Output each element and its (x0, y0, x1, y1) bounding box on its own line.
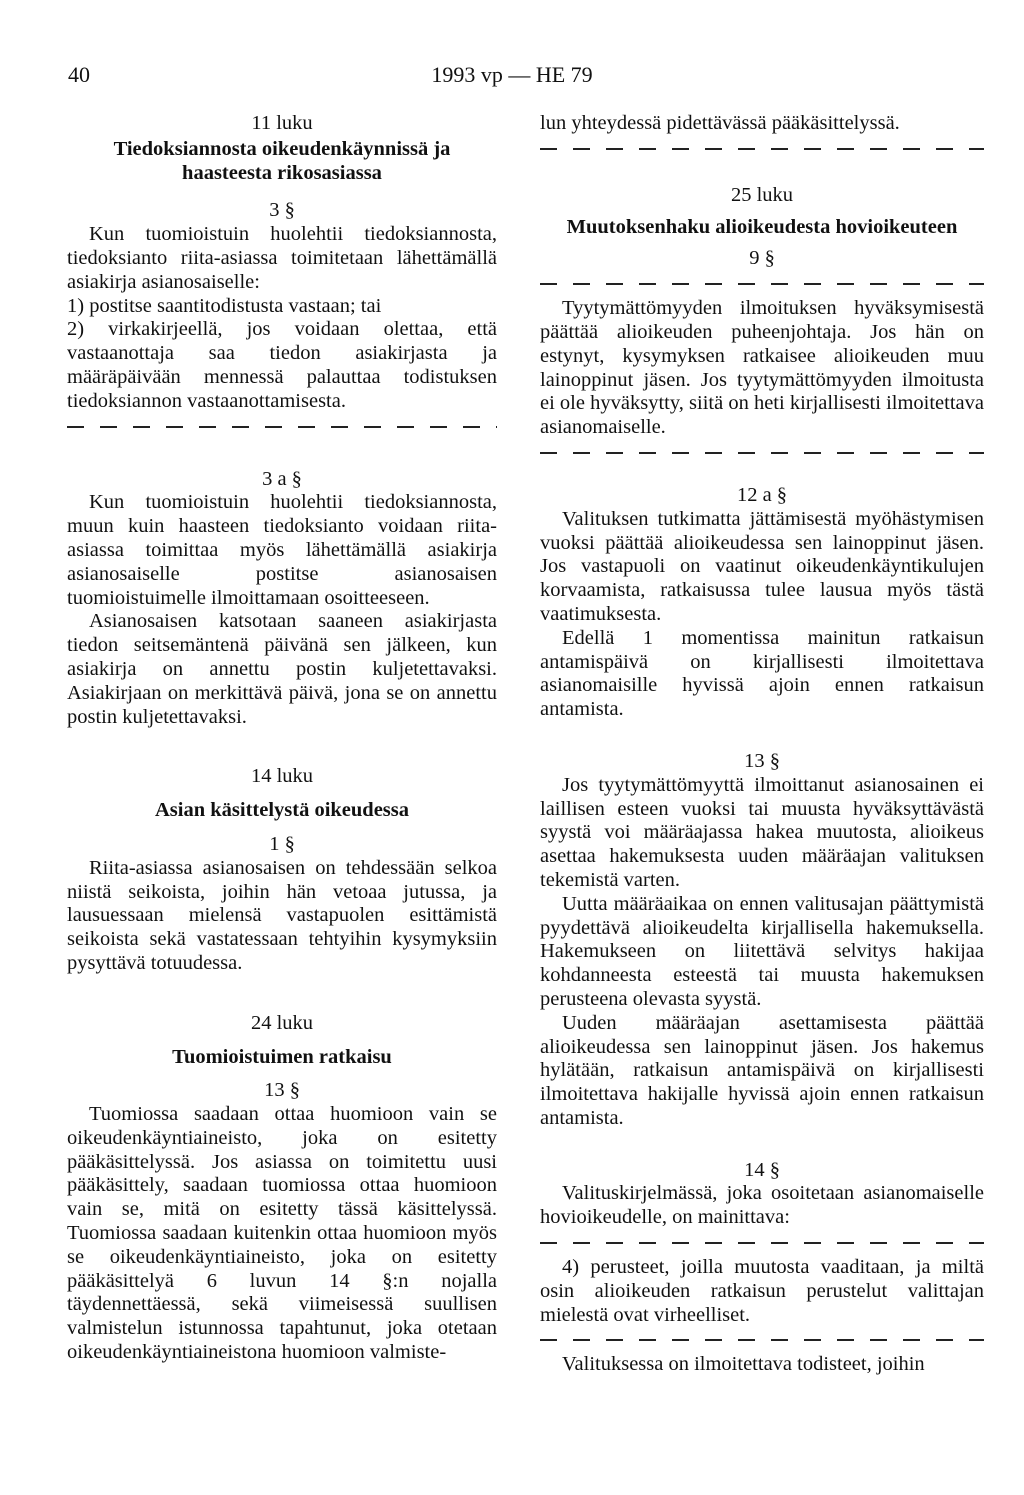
section-mark: 14 § (744, 1158, 780, 1181)
paragraph: Kun tuomioistuin huolehtii tiedoksiannosta, muun kuin haasteen tiedoksianto voidaan riita-asiassa toimittaa myös lähettämällä asiakirja asianosaiselle postitse asianosaisen tuomioistuimelle ilmoittamaan osoitteeseen. (67, 491, 497, 609)
paragraph: Kun tuomioistuin huolehtii tiedoksiannosta, tiedoksianto riita-asiassa toimitetaan lähettämällä asiakirja asianosaiselle: (67, 223, 497, 293)
paragraph: Edellä 1 momentissa mainitun ratkaisun antamispäivä on kirjallisesti ilmoitettava asianomaisille hyvissä ajoin ennen ratkaisun antamista. (540, 626, 984, 721)
omission-line (540, 1339, 984, 1341)
chapter-title: Asian käsittelystä oikeudessa (154, 799, 409, 822)
chapter-number: 24 luku (250, 1011, 314, 1034)
right-column (540, 112, 984, 1377)
section-mark: 3 § (269, 199, 295, 222)
chapter-title: Muutoksenhaku alioikeudesta hovioikeuteen (566, 215, 958, 238)
omission-line (540, 1242, 984, 1244)
chapter-number: 25 luku (730, 183, 794, 206)
list-item: 4) perusteet, joilla muutosta vaaditaan, ja miltä osin alioikeuden ratkaisun perustelut valittajan mielestä ovat virheelliset. (540, 1256, 984, 1326)
list-item: 2) virkakirjeellä, jos voidaan olettaa, että vastaanottaja saa tiedon asiakirjasta ja määräpäivään mennessä palauttaa todistuksen tiedoksiannon vastaanottamisesta. (67, 318, 497, 412)
paragraph: Valituskirjelmässä, joka osoitetaan asianomaiselle hovioikeudelle, on mainittava: (540, 1182, 984, 1229)
section-mark: 12 a § (736, 483, 788, 506)
section-mark: 13 § (264, 1079, 300, 1102)
list-item: 1) postitse saantitodistusta vastaan; tai (67, 294, 382, 317)
running-title: 1993 vp — HE 79 (431, 62, 593, 87)
section-mark: 1 § (269, 832, 295, 855)
paragraph: Tyytymättömyyden ilmoituksen hyväksymisestä päättää alioikeuden puheenjohtaja. Jos hän on estynyt, kysymyksen ratkaisee alioikeuden muu lainoppinut jäsen. Jos tyytymättömyyden ilmoitusta ei ole hyväksytty, siitä on heti kirjallisesti ilmoitettava asianomaiselle. (540, 297, 984, 439)
paragraph: Tuomiossa saadaan ottaa huomioon vain se oikeudenkäyntiaineisto, joka on esitetty pääkäsittelyssä. Jos asiassa on toimitettu uusi pääkäsittely, saadaan tuomiossa ottaa huomioon vain se, mitä on esitetty tässä käsittelyssä. Tuomiossa saadaan kuitenkin ottaa huomioon myös se oikeudenkäyntiaineisto, joka on esitetty pääkäsittelyä 6 luvun 14 §:n nojalla täydennettäessä, sekä viimeisessä suullisen valmistelun istunnossa tapahtunut, joka otetaan oikeudenkäyntiaineistona huomioon valmiste- (67, 1103, 497, 1364)
chapter-number: 11 luku (251, 112, 313, 134)
paragraph: Uuden määräajan asettamisesta päättää alioikeudessa sen lainoppinut jäsen. Jos hakemus hylätään, ratkaisun antamispäivä on kirjallisesti ilmoitettava hakijalle hyvissä ajoin ennen ratkaisun antamista. (540, 1011, 984, 1129)
section-mark: 13 § (744, 749, 780, 772)
omission-line (540, 148, 984, 150)
section-mark: 3 a § (262, 467, 302, 490)
omission-line (540, 283, 984, 285)
chapter-title: Tiedoksiannosta oikeudenkäynnissä ja haasteesta rikosasiassa (113, 137, 451, 184)
chapter-title: Tuomioistuimen ratkaisu (172, 1045, 392, 1068)
paragraph: Valituksessa on ilmoitettava todisteet, joihin (562, 1353, 925, 1376)
paragraph: Uutta määräaikaa on ennen valitusajan päättymistä pyydettävä alioikeudelta kirjallisella hakemuksella. Hakemukseen on liitettävä selvitys hakijaa kohdanneesta esteestä tai muusta hakemuksen perusteena olevasta syystä. (540, 892, 984, 1010)
paragraph-continuation: lun yhteydessä pidettävässä pääkäsittelyssä. (540, 112, 900, 134)
paragraph: Riita-asiassa asianosaisen on tehdessään selkoa niistä seikoista, joihin hän vetoaa jutussa, ja lausuessaan mielensä vastapuolen esittämistä seikoista sekä vastatessaan tehtyihin kysymyksiin pysyttävä totuudessa. (67, 856, 497, 974)
omission-line (67, 426, 497, 428)
left-column (67, 112, 497, 1365)
paragraph: Asianosaisen katsotaan saaneen asiakirjasta tiedon seitsemäntenä päivänä sen jälkeen, kun asiakirja on annettu postin kuljetettavaksi. Asiakirjaan on merkittävä päivä, jona se on annettu postin kuljetettavaksi. (67, 610, 497, 728)
page-number: 40 (68, 62, 90, 87)
omission-line (540, 452, 984, 454)
paragraph: Valituksen tutkimatta jättämisestä myöhästymisen vuoksi päättää alioikeudessa sen lainoppinut jäsen. Jos vastapuoli on vaatinut oikeudenkäyntikulujen korvaamista, ratkaisussa tulee lausua myös tästä vaatimuksesta. (540, 507, 984, 625)
section-mark: 9 § (749, 247, 775, 270)
paragraph: Jos tyytymättömyyttä ilmoittanut asianosainen ei laillisen esteen vuoksi tai muusta hyväksyttävästä syystä voi määräajassa hakea muutosta, alioikeus asettaa hakemuksesta uuden määräajan valituksen tekemistä varten. (540, 773, 984, 891)
chapter-number: 14 luku (250, 765, 314, 788)
